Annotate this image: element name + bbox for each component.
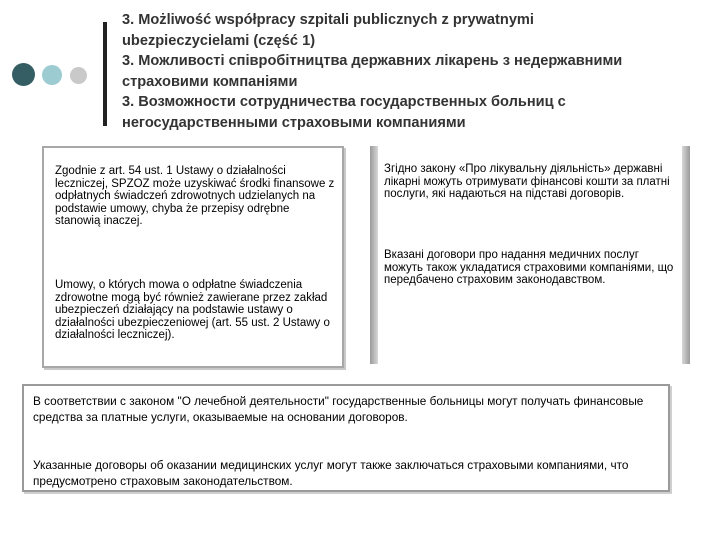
decorative-dot-teal (42, 65, 62, 85)
ukrainian-paragraph-1: Згідно закону «Про лікувальну діяльність» державні лікарні можуть отримувати фінансові кошти за платні послуги, які надаються на підставі договорів. (384, 163, 670, 201)
title-ru-line2: негосударственными страховыми компаниями (122, 114, 466, 131)
title-pl-line1: 3. Możliwość współpracy szpitali publicznych z prywatnymi (122, 12, 534, 28)
polish-paragraph-2: Umowy, o których mowa o odpłatne świadczenia zdrowotne mogą być również zawierane przez zakład ubezpieczeń działający na podstawie ustawy o działalności ubezpieczeniowej (art. 55 ust. 2 Ustawy o działalności leczniczej). (55, 279, 330, 342)
ukrainian-paragraph-2: Вказані договори про надання медичних послуг можуть також укладатися страховими компаніями, що передбачено страховим законодавством. (384, 249, 674, 287)
title-ru-line1: 3. Возможности сотрудничества государственных больниц с (122, 94, 566, 110)
decorative-dot-dark (12, 63, 35, 86)
bracket-right (682, 146, 690, 364)
title-divider-bar (103, 22, 107, 126)
title-pl-line2: ubezpieczycielami (część 1) (122, 32, 316, 49)
title-uk-line2: страховими компаніями (122, 73, 298, 90)
polish-text-box (42, 146, 344, 368)
russian-paragraph-2: Указанные договоры об оказании медицинских услуг могут также заключаться страховыми компаниями, что предусмотрено страховым законодательством. (33, 458, 629, 488)
russian-text-box (22, 384, 670, 492)
bracket-left (370, 146, 378, 364)
slide-title (122, 10, 712, 133)
russian-paragraph-1: В соответствии с законом "О лечебной деятельности" государственные больницы могут получать финансовые средства за платные услуги, оказываемые на основании договоров. (33, 394, 644, 424)
title-uk-line1: 3. Можливості співробітництва державних лікарень з недержавними (122, 53, 623, 69)
decorative-dot-gray (70, 67, 87, 84)
ukrainian-text-box (370, 146, 690, 364)
polish-paragraph-1: Zgodnie z art. 54 ust. 1 Ustawy o działalności leczniczej, SPZOZ może uzyskiwać środki finansowe z odpłatnych świadczeń zdrowotnych udzielanych na podstawie umowy, chyba że przepisy odrębne stanowią inaczej. (55, 165, 335, 228)
